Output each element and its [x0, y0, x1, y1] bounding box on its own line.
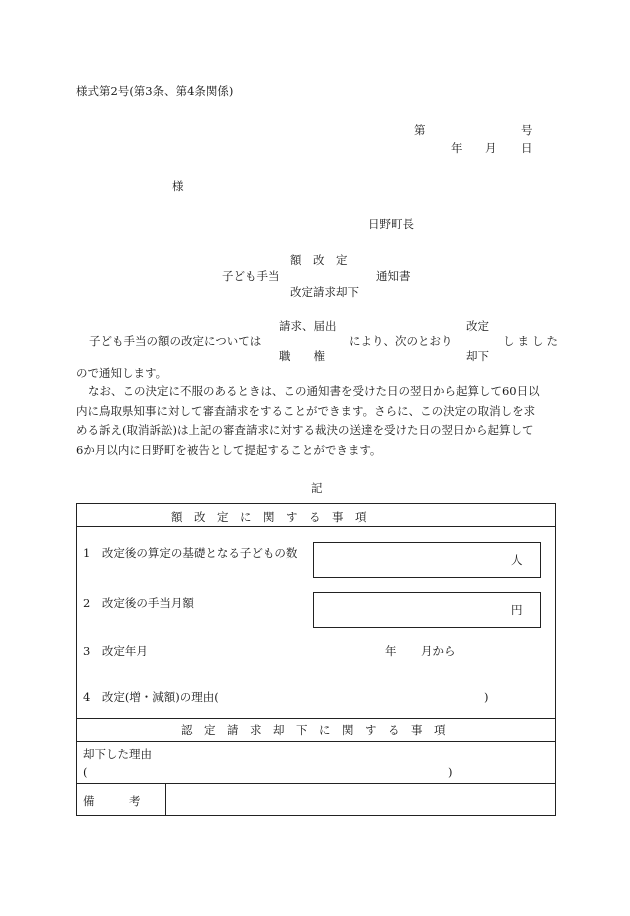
notice-line: める訴え(取消訴訟)は上記の審査請求に対する裁決の送達を受けた日の翌日から起算して — [76, 423, 534, 437]
title-top: 額 改 定 — [290, 253, 348, 267]
section1-title: 額 改 定 に 関 す る 事 項 — [171, 510, 367, 524]
item1-unit: 人 — [511, 553, 523, 567]
divider — [77, 526, 555, 527]
date-year: 年 — [451, 141, 463, 155]
remarks-label: 備 考 — [83, 794, 141, 808]
body-line2: ので通知します。 — [76, 366, 168, 380]
details-table — [76, 503, 556, 816]
body-main-right: しました — [503, 334, 561, 348]
body-upper-mid: 請求、届出 — [279, 319, 337, 333]
title-right: 通知書 — [376, 269, 411, 283]
divider — [77, 741, 555, 742]
number-dai: 第 — [414, 123, 426, 137]
section2-title: 認 定 請 求 却 下 に 関 す る 事 項 — [181, 723, 446, 737]
addressee-suffix: 様 — [172, 179, 184, 193]
reject-label: 却下した理由 — [83, 747, 152, 761]
item1-label: 1 改定後の算定の基礎となる子どもの数 — [83, 546, 298, 560]
item1-input-box[interactable] — [313, 542, 541, 578]
item2-unit: 円 — [511, 603, 523, 617]
divider — [77, 783, 555, 784]
date-month: 月 — [485, 141, 497, 155]
body-main-left: 子ども手当の額の改定については — [89, 334, 262, 348]
reject-open: ( — [83, 765, 88, 779]
title-bottom: 改定請求却下 — [290, 285, 359, 299]
notice-line: 6か月以内に日野町を被告として提起することができます。 — [76, 442, 382, 457]
item4-label: 4 改定(増・減額)の理由( — [83, 690, 219, 704]
notice-line: 内に鳥取県知事に対して審査請求をすることができます。さらに、この決定の取消しを求 — [76, 403, 536, 418]
ki-label: 記 — [311, 481, 323, 495]
item2-label: 2 改定後の手当月額 — [83, 596, 194, 610]
item2-input-box[interactable] — [313, 592, 541, 628]
item3-year: 年 — [385, 644, 397, 658]
remarks-divider — [165, 783, 166, 816]
title-left: 子ども手当 — [222, 269, 280, 283]
reject-close: ) — [448, 765, 453, 779]
body-lower-mid: 職 権 — [279, 349, 325, 363]
item3-month-from: 月から — [421, 644, 456, 658]
number-go: 号 — [521, 123, 533, 137]
item3-label: 3 改定年月 — [83, 644, 148, 658]
date-day: 日 — [521, 141, 533, 155]
notice-line: なお、この決定に不服のあるときは、この通知書を受けた日の翌日から起算して60日以 — [88, 384, 540, 398]
notice-paragraph — [76, 382, 562, 460]
item4-close: ) — [484, 690, 489, 704]
body-lower-right: 却下 — [466, 349, 489, 363]
issuer: 日野町長 — [368, 217, 414, 231]
form-number: 様式第2号(第3条、第4条関係) — [76, 84, 234, 98]
body-upper-right: 改定 — [466, 319, 489, 333]
body-main-mid: により、次のとおり — [349, 334, 453, 348]
divider — [77, 718, 555, 719]
